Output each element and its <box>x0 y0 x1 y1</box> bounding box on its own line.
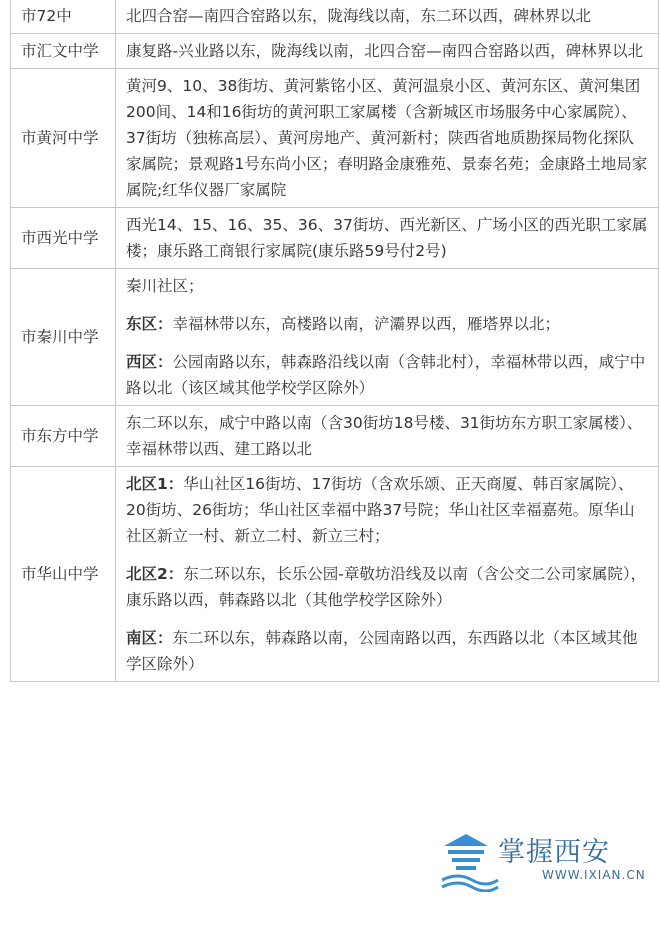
table-row <box>11 69 659 208</box>
school-name: 市72中 <box>11 0 116 34</box>
watermark-text: 掌握西安 <box>498 837 610 868</box>
school-name: 市黄河中学 <box>11 69 116 208</box>
district-paragraph <box>126 73 648 203</box>
district-paragraph <box>126 410 648 462</box>
district-paragraph <box>126 38 648 64</box>
district-boundary-text: 东二环以东，长乐公园-章敬坊沿线及以南（含公交二公司家属院），康乐路以西，韩森路以北（其他学校学区除外） <box>126 565 647 609</box>
sub-district-label: 北区1： <box>126 475 184 493</box>
district-area-cell <box>116 467 659 682</box>
school-name: 市西光中学 <box>11 208 116 269</box>
table-row <box>11 208 659 269</box>
district-area-cell <box>116 34 659 69</box>
district-area-cell <box>116 208 659 269</box>
table-row <box>11 406 659 467</box>
school-name: 市东方中学 <box>11 406 116 467</box>
district-boundary-text: 华山社区16街坊、17街坊（含欢乐颂、正天商厦、韩百家属院）、20街坊、26街坊；华山社区幸福中路37号院；华山社区幸福嘉苑。原华山社区新立一村、新立二村、新立三村； <box>126 475 635 545</box>
table-row <box>11 0 659 34</box>
district-paragraph <box>126 311 648 337</box>
district-paragraph <box>126 273 648 299</box>
table-row <box>11 34 659 69</box>
sub-district-label: 北区2： <box>126 565 184 583</box>
district-paragraph <box>126 212 648 264</box>
district-boundary-text: 公园南路以东，韩森路沿线以南（含韩北村），幸福林带以西，咸宁中路以北（该区域其他学校学区除外） <box>126 353 646 397</box>
watermark-logo-icon <box>438 828 500 892</box>
watermark <box>438 828 646 894</box>
district-paragraph <box>126 3 648 29</box>
district-boundary-text: 秦川社区； <box>126 277 204 295</box>
district-area-cell <box>116 69 659 208</box>
school-district-table-body <box>11 0 659 682</box>
district-paragraph <box>126 625 648 677</box>
school-name: 市华山中学 <box>11 467 116 682</box>
district-boundary-text: 幸福林带以东，高楼路以南，浐灞界以西，雁塔界以北； <box>172 315 561 333</box>
school-name: 市汇文中学 <box>11 34 116 69</box>
district-boundary-text: 东二环以东，韩森路以南，公园南路以西，东西路以北（本区域其他学区除外） <box>126 629 638 673</box>
district-boundary-text: 康复路-兴业路以东，陇海线以南，北四合窑—南四合窑路以西，碑林界以北 <box>126 42 644 60</box>
sub-district-label: 东区： <box>126 315 173 333</box>
district-boundary-text: 北四合窑—南四合窑路以东，陇海线以南，东二环以西，碑林界以北 <box>126 7 592 25</box>
table-row <box>11 467 659 682</box>
watermark-url: WWW.IXIAN.CN <box>542 868 646 882</box>
district-paragraph <box>126 349 648 401</box>
sub-district-label: 西区： <box>126 353 173 371</box>
district-boundary-text: 西光14、15、16、35、36、37街坊、西光新区、广场小区的西光职工家属楼；康乐路工商银行家属院(康乐路59号付2号) <box>126 216 648 260</box>
table-row <box>11 269 659 406</box>
district-boundary-text: 东二环以东，咸宁中路以南（含30街坊18号楼、31街坊东方职工家属楼）、幸福林带以西、建工路以北 <box>126 414 643 458</box>
district-paragraph <box>126 561 648 613</box>
district-area-cell <box>116 406 659 467</box>
district-area-cell <box>116 0 659 34</box>
district-boundary-text: 黄河9、10、38街坊、黄河紫铭小区、黄河温泉小区、黄河东区、黄河集团200间、14和16街坊的黄河职工家属楼（含新城区市场服务中心家属院）、37街坊（独栋高层）、黄河房地产、黄河新村；陕西省地质勘探局物化探队家属院；景观路1号东尚小区；春明路金康雅苑、景泰名苑；金康路土地局家属院;红华仪器厂家属院 <box>126 77 648 199</box>
school-name: 市秦川中学 <box>11 269 116 406</box>
district-paragraph <box>126 471 648 549</box>
sub-district-label: 南区： <box>126 629 173 647</box>
school-district-table <box>10 0 659 682</box>
district-area-cell <box>116 269 659 406</box>
